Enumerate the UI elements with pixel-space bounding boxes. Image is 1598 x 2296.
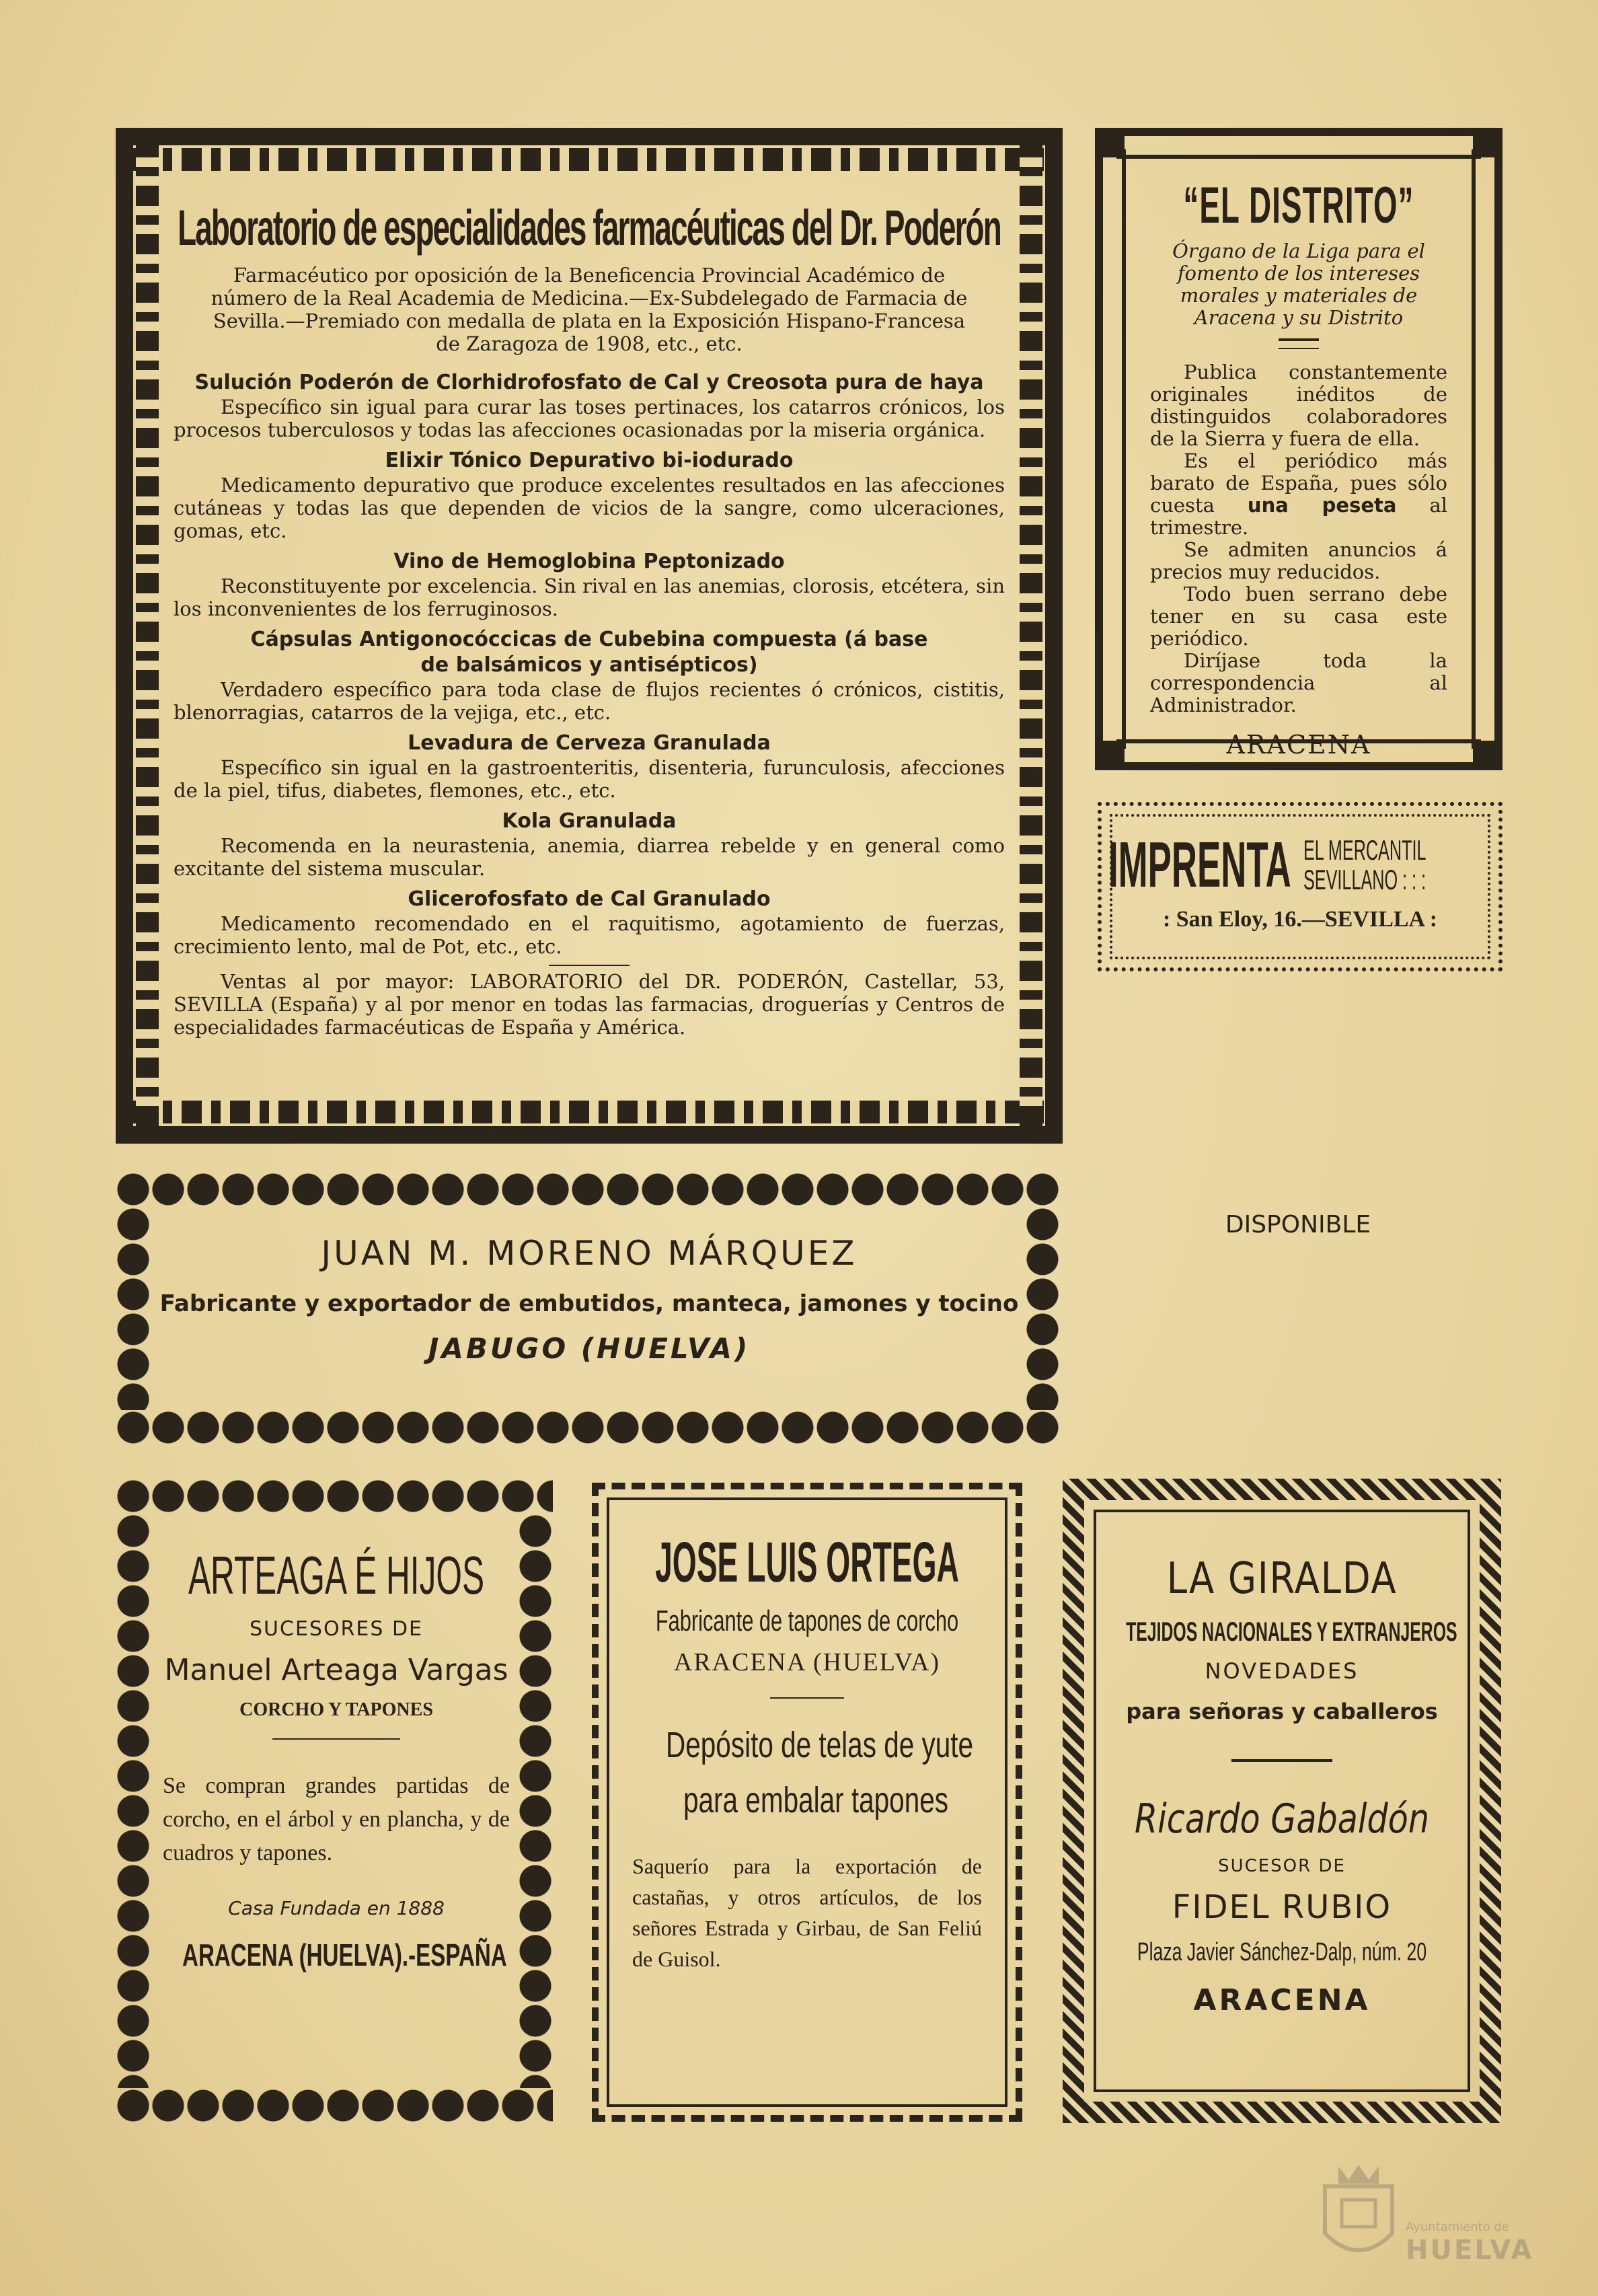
ortega-name: JOSE LUIS ORTEGA (655, 1530, 959, 1594)
laboratorio-ad (116, 128, 1063, 1144)
ortega-deposito2: para embalar tapones (683, 1780, 948, 1820)
arteaga-person: Manuel Arteaga Vargas (164, 1653, 508, 1687)
corner-ornament (1473, 128, 1502, 157)
divider (1231, 1759, 1332, 1762)
arteaga-trade: CORCHO Y TAPONES (239, 1699, 433, 1720)
arteaga-founded: Casa Fundada en 1888 (228, 1897, 445, 1919)
product-item (174, 731, 1005, 802)
product-text: Reconstituyente por excelencia. Sin rival en las anemias, clorosis, etcétera, sin los inconvenientes de los ferruginosos. (174, 575, 1005, 620)
distrito-p3: Se admiten anuncios á precios muy reducidos. (1150, 538, 1447, 583)
distrito-p2-c: al trimestre. (1150, 494, 1448, 539)
arteaga-ad (116, 1479, 557, 2123)
laboratorio-intro: Farmacéutico por oposición de la Beneficencia Provincial Académico de número de la Real Academia de Medicina.—Ex-Subdelegado de Farmacia de Sevilla.—Premiado con medalla de plata en la Exposición Hispano-Francesa de Zaragoza de 1908, etc., etc. (211, 264, 968, 355)
moreno-place: JABUGO (HUELVA) (428, 1332, 751, 1365)
imprenta-name1: EL MERCANTIL (1303, 834, 1426, 866)
imprenta-name2: SEVILLANO : : : (1303, 864, 1426, 895)
corner-ornament (1095, 128, 1125, 157)
ortega-deposito1: Depósito de telas de yute (666, 1725, 974, 1765)
giralda-place: ARACENA (1193, 1983, 1371, 2017)
huelva-watermark (1318, 2159, 1534, 2274)
giralda-ad (1063, 1479, 1501, 2123)
watermark-line2: HUELVA (1406, 2235, 1534, 2266)
disponible-label: DISPONIBLE (1225, 1211, 1371, 1238)
corner-ornament (1473, 741, 1502, 770)
imprenta-ad (1098, 802, 1502, 971)
product-name: Vino de Hemoglobina Peptonizado (393, 550, 785, 573)
arteaga-body: Se compran grandes partidas de corcho, en el árbol y en plancha, y de cuadros y tapones. (163, 1773, 510, 1865)
ornament-border-left (116, 1514, 151, 2088)
distrito-p5: Diríjase toda la correspondencia al Administrador. (1150, 649, 1447, 716)
moreno-name: JUAN M. MORENO MÁRQUEZ (321, 1234, 858, 1273)
product-name: Cápsulas Antigonocóccicas de Cubebina compuesta (á base de balsámicos y antisépticos) (250, 628, 928, 677)
giralda-line3: para señoras y caballeros (1126, 1699, 1438, 1724)
moreno-ad (116, 1172, 1063, 1445)
corner-ornament (1095, 741, 1125, 770)
distrito-title: “EL DISTRITO” (1183, 177, 1414, 234)
dot-border-right (1025, 1207, 1060, 1410)
distrito-p4: Todo buen serrano debe tener en su casa este periódico. (1150, 583, 1447, 650)
inner-rule (1472, 149, 1476, 749)
giralda-name: LA GIRALDA (1166, 1554, 1398, 1604)
laboratorio-footer: Ventas al por mayor: LABORATORIO del DR. PODERÓN, Castellar, 53, SEVILLA (España) y al por menor en todas las farmacias, droguerías y Centros de especialidades farmacéuticas de España y América. (174, 970, 1005, 1039)
arteaga-place: ARACENA (HUELVA).-ESPAÑA (182, 1937, 507, 1972)
giralda-owner: Ricardo Gabaldón (1134, 1795, 1430, 1843)
product-text: Medicamento depurativo que produce excelentes resultados en las afecciones cutáneas y todas las que dependen de vicios de la sangre, como ulceraciones, gomas, etc. (174, 474, 1005, 542)
distrito-p2 (1150, 450, 1447, 539)
product-text: Específico sin igual en la gastroenteritis, disenteria, furunculosis, afecciones de la piel, tifus, diabetes, flemones, etc., etc. (174, 756, 1005, 802)
product-list (174, 370, 1005, 958)
giralda-prev: FIDEL RUBIO (1172, 1888, 1392, 1926)
ornament-border-bottom (116, 2088, 553, 2123)
distrito-place: ARACENA (1226, 730, 1371, 760)
product-item (174, 887, 1005, 958)
divider (549, 965, 630, 966)
product-item (174, 370, 1005, 441)
watermark-line1: Ayuntamiento de (1406, 2220, 1509, 2234)
ornament-border-right (518, 1514, 553, 2088)
product-item (174, 809, 1005, 880)
moreno-line: Fabricante y exportador de embutidos, manteca, jamones y tocino (159, 1290, 1019, 1317)
inner-rule (1116, 155, 1481, 159)
product-text: Específico sin igual para curar las toses pertinaces, los catarros crónicos, los procesos tuberculosos y todas las afecciones ocasionadas por la miseria orgánica. (174, 396, 1005, 441)
giralda-line2: NOVEDADES (1205, 1658, 1359, 1684)
flourish-icon (770, 1697, 844, 1699)
product-text: Medicamento recomendado en el raquitismo, agotamiento de fuerzas, crecimiento lento, mal de Pot, etc., etc. (174, 912, 1005, 958)
product-name: Glicerofosfato de Cal Granulado (408, 887, 771, 911)
giralda-sucesor: SUCESOR DE (1218, 1856, 1346, 1876)
dot-border-left (116, 1207, 151, 1410)
dot-border-top (116, 1172, 1060, 1207)
coat-of-arms-icon (1318, 2159, 1399, 2267)
inner-rule (1122, 149, 1126, 749)
chain-border-right (1020, 145, 1042, 1126)
product-name: Levadura de Cerveza Granulada (408, 731, 771, 755)
imprenta-word: IMPRENTA (1108, 829, 1291, 901)
flourish-icon (272, 1738, 400, 1740)
ortega-trade: Fabricante de tapones de corcho (655, 1604, 959, 1637)
distrito-subtitle: Órgano de la Liga para el fomento de los intereses morales y materiales de Aracena y su Distrito (1172, 239, 1425, 329)
arteaga-name: ARTEAGA É HIJOS (188, 1545, 485, 1605)
ortega-place: ARACENA (HUELVA) (673, 1648, 941, 1676)
distrito-price: una peseta (1247, 494, 1397, 517)
product-name: Sulución Poderón de Clorhidrofosfato de Cal y Creosota pura de haya (194, 371, 984, 394)
distrito-p2-a: Es el periódico más barato de España, pues sólo cuesta (1150, 449, 1447, 517)
giralda-line1: TEJIDOS NACIONALES Y EXTRANJEROS (1126, 1617, 1457, 1647)
dot-border-bottom (116, 1410, 1060, 1445)
product-text: Verdadero específico para toda clase de flujos recientes ó crónicos, cistitis, blenorragias, catarros de la vejiga, etc., etc. (174, 678, 1005, 724)
ortega-body: Saquerío para la exportación de castañas, y otros artículos, de los señores Estrada y Girbau, de San Feliú de Guisol. (632, 1854, 982, 1971)
arteaga-sucesores: SUCESORES DE (250, 1617, 423, 1641)
ornament-icon (1279, 338, 1319, 349)
ortega-ad (592, 1483, 1022, 2122)
product-name: Kola Granulada (502, 809, 677, 833)
imprenta-address: : San Eloy, 16.—SEVILLA : (1162, 907, 1438, 932)
product-text: Recomenda en la neurastenia, anemia, diarrea rebelde y en general como excitante del sistema muscular. (174, 834, 1005, 880)
chain-border-top (133, 148, 1045, 171)
product-name: Elixir Tónico Depurativo bi-iodurado (385, 449, 794, 472)
product-item (174, 627, 1005, 724)
product-item (174, 448, 1005, 542)
giralda-address: Plaza Javier Sánchez-Dalp, núm. 20 (1137, 1938, 1427, 1966)
product-item (174, 549, 1005, 620)
chain-border-bottom (133, 1101, 1045, 1123)
chain-border-left (136, 145, 159, 1126)
laboratorio-title: Laboratorio de especialidades farmacéuticas del Dr. Poderón (178, 200, 1001, 256)
ornament-border-top (116, 1479, 553, 1514)
distrito-p1: Publica constantemente originales inéditos de distinguidos colaboradores de la Sierra y fuera de ella. (1150, 361, 1447, 450)
el-distrito-ad (1095, 128, 1502, 770)
